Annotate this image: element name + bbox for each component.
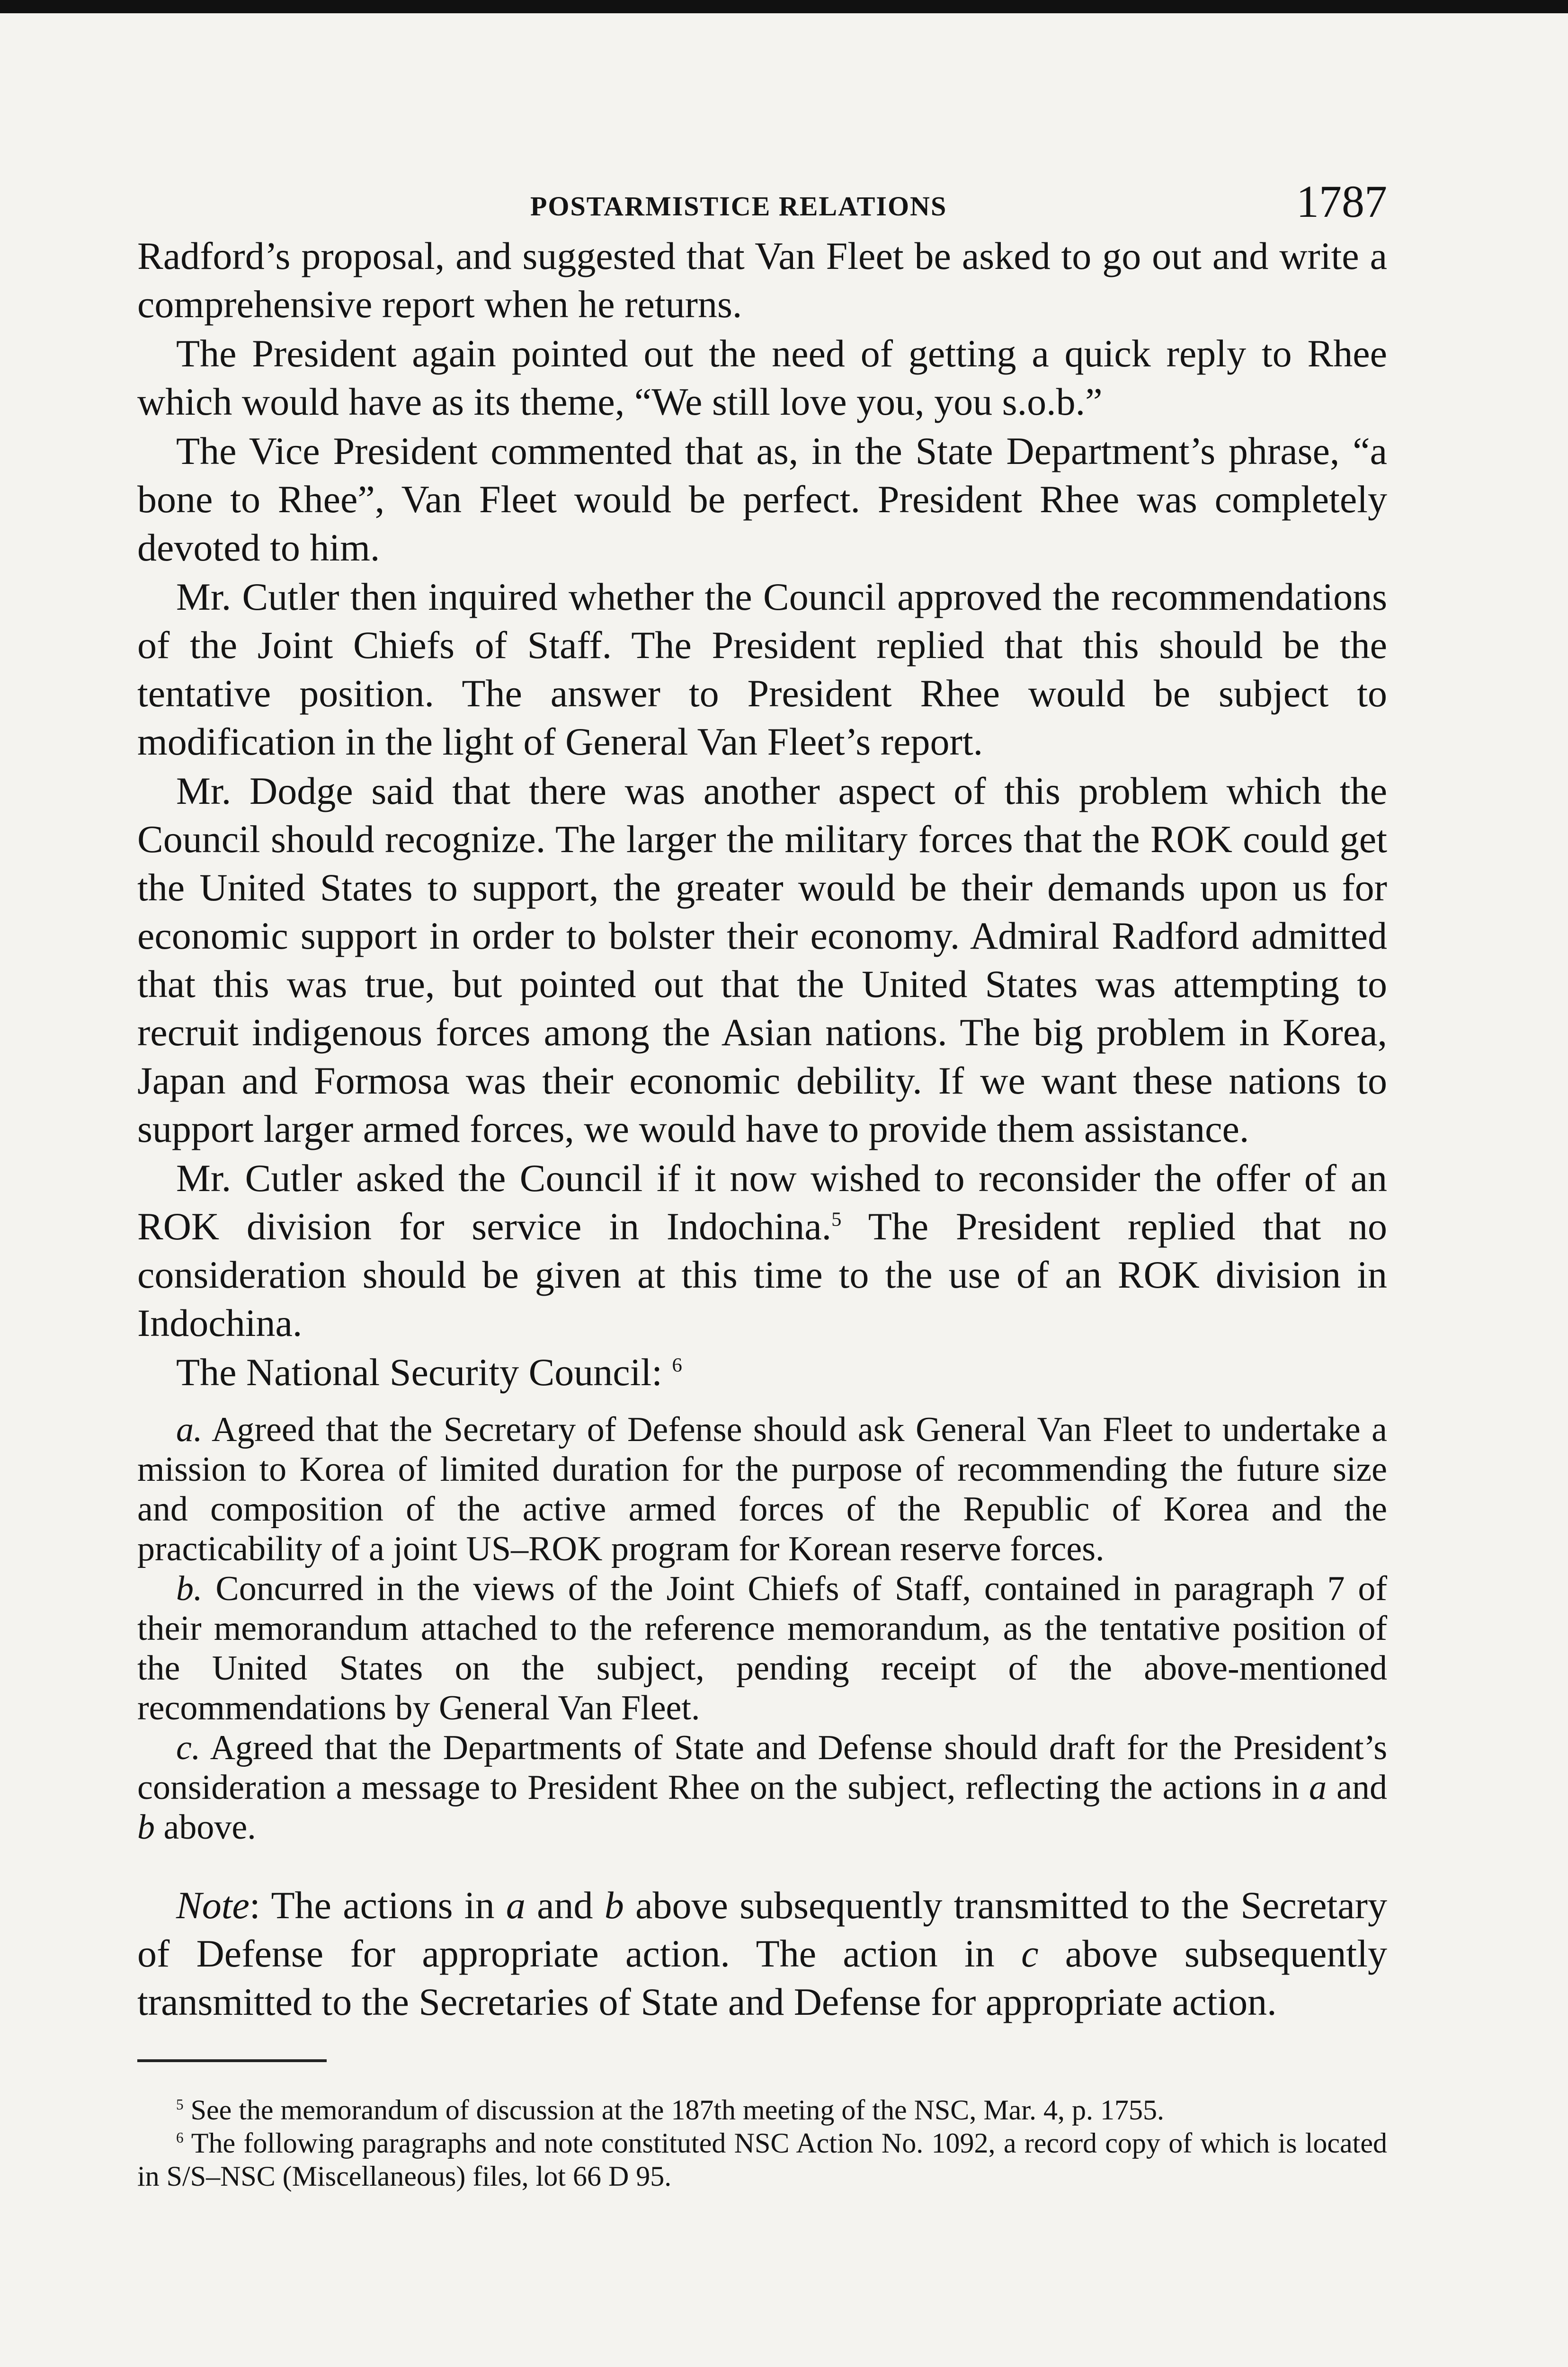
- footnote-5-text: See the memorandum of discussion at the 187th meeting of the NSC, Mar. 4, p. 1755.: [183, 2094, 1164, 2126]
- action-c-ref-a: a: [1309, 1768, 1327, 1807]
- note-paragraph: [137, 1881, 1387, 2026]
- action-c-text-1: Agreed that the Departments of State and Defense should draft for the President’s consideration a message to President Rhee on the subject, reflecting the actions in: [137, 1728, 1387, 1807]
- paragraph-3: The Vice President commented that as, in the State Department’s phrase, “a bone to Rhee”, Van Fleet would be perfect. President Rhee was completely devoted to him.: [137, 429, 1387, 569]
- action-a: [137, 1410, 1387, 1569]
- paragraph-2: The President again pointed out the need of getting a quick reply to Rhee which would have as its theme, “We still love you, you s.o.b.”: [137, 332, 1387, 423]
- action-c-ref-b: b: [137, 1808, 155, 1847]
- paragraph-6-rest: The President replied that no consideration should be given at this time to the use of an ROK division in Indochina.: [137, 1205, 1387, 1344]
- note-label: Note: [176, 1884, 249, 1927]
- paragraph-1: Radford’s proposal, and suggested that Van Fleet be asked to go out and write a comprehensive report when he returns.: [137, 234, 1387, 326]
- footnote-5-mark: 5: [176, 2096, 184, 2113]
- action-c-text-3: above.: [155, 1808, 256, 1847]
- running-header: [137, 176, 1387, 232]
- body-text: [137, 232, 1387, 1397]
- council-actions: [137, 1410, 1387, 1847]
- paragraph-7-text: The National Security Council:: [176, 1351, 663, 1394]
- paragraph-4: Mr. Cutler then inquired whether the Council approved the recommendations of the Joint Chiefs of Staff. The President replied that this should be the tentative position. The answer to President Rhee would be subject to modification in the light of General Van Fleet’s report.: [137, 575, 1387, 763]
- action-c-text-2: and: [1327, 1768, 1387, 1807]
- note-ref-a: a: [506, 1884, 526, 1927]
- note-ref-c: c: [1021, 1932, 1039, 1975]
- paragraph-6: [137, 1154, 1387, 1347]
- footnote-divider: [137, 2059, 327, 2062]
- footnote-6-text: The following paragraphs and note constituted NSC Action No. 1092, a record copy of which is located in S/S–NSC (Miscellaneous) files, lot 66 D 95.: [137, 2127, 1387, 2192]
- footnote-6: [137, 2127, 1387, 2193]
- footnote-ref-6[interactable]: 6: [672, 1354, 682, 1377]
- action-b-label: b.: [176, 1569, 203, 1608]
- action-c-label: c.: [176, 1728, 201, 1767]
- action-b: [137, 1569, 1387, 1728]
- note-text-1: : The actions in: [249, 1884, 506, 1927]
- note-block: [137, 1881, 1387, 2026]
- paragraph-7: [137, 1348, 1387, 1397]
- footnotes: [137, 2093, 1387, 2193]
- footnote-5: [137, 2093, 1387, 2127]
- paragraph-6-text: Mr. Cutler asked the Council if it now wished to reconsider the offer of an ROK division for service in Indochina.: [137, 1157, 1387, 1248]
- document-page: [137, 176, 1387, 2193]
- note-text-4: above subsequently transmitted to the Secretaries of State and Defense for appropriate action.: [137, 1932, 1387, 2023]
- page-number: 1787: [1296, 176, 1387, 227]
- footnote-6-mark: 6: [176, 2129, 184, 2146]
- note-text-2: and: [525, 1884, 605, 1927]
- paragraph-5: Mr. Dodge said that there was another aspect of this problem which the Council should recognize. The larger the military forces that the ROK could get the United States to support, the greater would be their demands upon us for economic support in order to bolster their economy. Admiral Radford admitted that this was true, but pointed out that the United States was attempting to recruit indigenous forces among the Asian nations. The big problem in Korea, Japan and Formosa was their economic debility. If we want these nations to support larger armed forces, we would have to provide them assistance.: [137, 769, 1387, 1150]
- note-text-3: above subsequently transmitted to the Secretary of Defense for appropriate action. The action in: [137, 1884, 1387, 1975]
- page-top-edge: [0, 0, 1568, 13]
- action-c: [137, 1728, 1387, 1847]
- action-a-text: Agreed that the Secretary of Defense should ask General Van Fleet to undertake a mission to Korea of limited duration for the purpose of recommending the future size and composition of the active armed forces of the Republic of Korea and the practicability of a joint US–ROK program for Korean reserve forces.: [137, 1410, 1387, 1568]
- note-ref-b: b: [604, 1884, 624, 1927]
- footnote-ref-5[interactable]: 5: [831, 1208, 842, 1231]
- action-a-label: a.: [176, 1410, 203, 1449]
- running-title: POSTARMISTICE RELATIONS: [530, 191, 947, 222]
- action-b-text: Concurred in the views of the Joint Chiefs of Staff, contained in paragraph 7 of their memorandum attached to the reference memorandum, as the tentative position of the United States on the subject, pending receipt of the above-mentioned recommendations by General Van Fleet.: [137, 1569, 1387, 1727]
